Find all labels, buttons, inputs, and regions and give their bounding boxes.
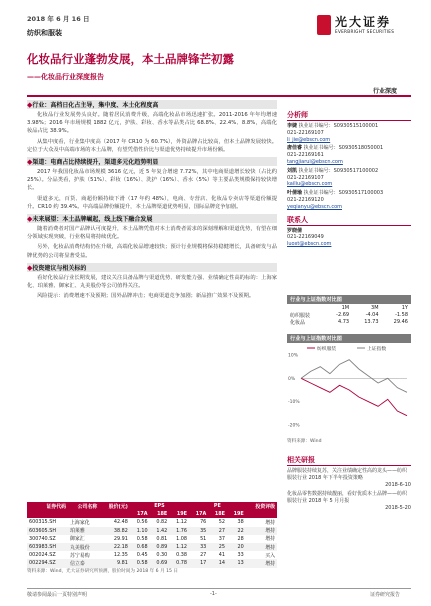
table-cell: 0.81	[156, 535, 168, 542]
th-rating: 投资评级	[246, 502, 277, 510]
analyst-cert: 执业证书编号：S0930517100002	[298, 167, 379, 174]
analyst-section-title: 分析师	[287, 111, 308, 119]
forecast-table-wrap	[27, 502, 277, 575]
related-title: 化妆品零售数据持续靓丽，看好优质本土品牌——纺织服装行业 2018 年 5 月月报	[287, 491, 408, 505]
related-section-title: 相关研报	[287, 456, 315, 464]
mkt-h3: 1Y	[401, 304, 408, 311]
table-cell: 御家汇	[70, 536, 85, 543]
legend-label: 纺织服装	[317, 347, 337, 352]
table-cell: 603605.SH	[29, 527, 57, 534]
bullet-icon: ◆	[27, 101, 33, 109]
legend-label: 上证指数	[367, 347, 387, 352]
table-cell: 买入	[265, 552, 275, 559]
table-cell: 13	[237, 560, 244, 567]
section-industry-para1: 化妆品行业发展势头良好。随着居民消费升级，高端化妆品市场迅速扩张。2011-2016 年年均增速 3.98%；2016 年市场规模 1882 亿元，护肤、彩妆、香水等品类占比 68.8%、22.4%、8.8%，高端化妆品占比 38.9%。	[27, 112, 277, 135]
table-cell: 300740.SZ	[29, 535, 56, 542]
chart-band-title: 行业与上证指数对比图	[287, 334, 411, 343]
table-cell: 1.12	[176, 544, 187, 551]
bullet-icon: ◆	[27, 215, 33, 224]
table-cell: 51	[200, 535, 207, 542]
contact-section-title: 联系人	[287, 215, 308, 224]
th-pe: PE	[189, 502, 246, 510]
table-row	[27, 551, 277, 559]
market-band-title: 行业与上证指数对比图	[287, 295, 411, 304]
table-cell: 35	[200, 527, 207, 534]
series-line-0	[301, 378, 407, 415]
table-cell: 1.12	[176, 519, 187, 526]
market-cell: 化妆品	[290, 319, 306, 326]
y-tick-label: -20%	[288, 423, 300, 429]
analyst-name: 刘凯	[287, 167, 298, 174]
th-price: 股价(元)	[99, 502, 130, 510]
table-row	[27, 559, 277, 567]
mkt-h2: 3M	[371, 304, 379, 311]
table-cell: 38	[237, 519, 244, 526]
market-cell: -2.69	[336, 312, 350, 319]
market-row	[287, 319, 411, 326]
analyst-name: 李婕	[287, 123, 298, 129]
market-table-header	[287, 304, 411, 311]
table-cell: 珀莱雅	[70, 528, 85, 535]
table-cell: 1.08	[176, 535, 187, 542]
contact-email[interactable]: luoxt@ebscn.com	[287, 241, 332, 248]
section-channel-para1: 2017 年我国化妆品市场规模 3616 亿元，近 5 年复合增速 7.72%，其中电商渠道增长较快（占比约 25%）。分品类看，护肤（51%）、彩妆（16%）、洗护（16%）、香水（5%）等主要品类规模保持较快增长。	[27, 169, 277, 192]
section-industry-heading: ◆行业：高档日化占主导，集中度、本土化程度高	[27, 100, 277, 109]
section-invest-para: 看好化妆品行业长期发展，建议关注具备品牌与渠道优势、研发能力强、业绩确定性高的标的：上海家化、珀莱雅、御家汇、丸美股份等公司值得关注。	[27, 274, 277, 290]
table-cell: 0.89	[156, 544, 168, 551]
table-cell: 0.30	[156, 552, 168, 559]
y-tick-label: -10%	[288, 400, 300, 406]
logo-mark-icon	[317, 15, 331, 35]
analyst-email[interactable]: kailiu@ebscn.com	[287, 181, 333, 188]
analyst-email[interactable]: li_jie@ebscn.com	[287, 136, 331, 143]
table-cell: 增持	[265, 536, 275, 543]
mkt-h1: 1M	[341, 304, 350, 311]
table-row	[27, 527, 277, 535]
th-eps-17a: 17A	[130, 510, 150, 518]
th-pe-17a: 17A	[189, 510, 208, 518]
report-title: 化妆品行业蓬勃发展，本土品牌锋芒初露	[27, 52, 234, 66]
table-cell: 增持	[265, 560, 275, 567]
table-cell: 0.45	[136, 552, 148, 559]
market-performance	[287, 295, 411, 326]
y-tick-label: 10%	[288, 353, 299, 359]
footer-disclaimer: 敬请参阅最后一页特别声明	[27, 592, 88, 598]
market-cell: -1.58	[395, 312, 408, 319]
market-cell: 纺织服装	[290, 312, 311, 319]
market-cell: 29.46	[393, 319, 408, 326]
section-channel-heading: ◆渠道：电商占比持续提升，渠道多元化趋势明显	[27, 157, 277, 166]
table-cell: 增持	[265, 544, 275, 551]
table-cell: 0.68	[136, 544, 148, 551]
th-pe-18e: 18E	[208, 510, 227, 518]
table-cell: 丸美股份	[70, 544, 90, 551]
table-cell: 1.42	[156, 527, 168, 534]
mkt-h0	[287, 304, 325, 311]
section-outlook-para1: 随着消费者对国产品牌认可度提升，本土品牌凭借对本土消费者需求的深刻理解和渠道优势，有望在细分领域实现突破，行业格局将持续优化。	[27, 226, 277, 241]
table-row	[27, 535, 277, 543]
contact-name: 罗晓倩	[287, 227, 303, 234]
market-row	[287, 311, 411, 318]
table-cell: 27	[200, 552, 207, 559]
contact-tel: 021-22169049	[287, 234, 324, 241]
analyst-entry	[287, 168, 411, 188]
table-cell: 0.78	[176, 560, 187, 567]
related-list	[287, 468, 411, 512]
table-source-note: 资料来源：Wind，光大证券研究所预测，股价时间为 2018 年 6 月 15 日	[27, 568, 179, 574]
report-date: 2018 年 6 月 16 日	[27, 15, 90, 23]
table-cell: 002294.SZ	[29, 560, 56, 567]
table-cell: 33	[200, 544, 207, 551]
analyst-entry	[287, 123, 411, 143]
index-comparison-chart	[287, 343, 411, 435]
main-column	[27, 100, 277, 300]
table-cell: 上海家化	[70, 519, 90, 526]
forecast-table	[27, 502, 277, 568]
table-row	[27, 518, 277, 526]
analyst-list	[287, 123, 411, 211]
analyst-entry	[287, 145, 411, 165]
bullet-icon: ◆	[27, 158, 33, 167]
right-column	[287, 110, 411, 248]
logo-en-text: EVERBRIGHT SECURITIES	[335, 29, 395, 34]
th-name: 公司名称	[68, 502, 99, 510]
table-cell: 27	[218, 527, 226, 534]
table-cell: 9.81	[116, 560, 128, 567]
related-divider	[287, 465, 411, 466]
table-cell: 52	[218, 519, 226, 526]
table-cell: 20	[237, 544, 244, 551]
report-type-tag: 行业深度	[373, 88, 398, 95]
table-cell: 41	[218, 552, 226, 559]
section-industry-para2: 从集中度看，行业集中度高（2017 年 CR10 为 60.7%），外资品牌占比较高，但本土品牌发展较快。定位于大众及中高端市场的本土品牌，有望凭借性价比与渠道优势持续提升市场份额。	[27, 138, 277, 153]
analyst-email[interactable]: yeqianyu@ebscn.com	[287, 203, 342, 210]
forecast-table-header-row	[27, 502, 277, 510]
table-cell: 22	[237, 527, 244, 534]
brand-logo	[317, 13, 409, 43]
table-cell: 0.58	[136, 560, 148, 567]
section-outlook-heading: ◆未来展望：本土品牌崛起，线上线下融合发展	[27, 214, 277, 223]
header-divider	[27, 95, 411, 97]
section-outlook-para2: 另外，化妆品消费结构仍在升级，高端化妆品增速较快；预计行业规模将保持稳健增长，具备研发与品牌优势的公司将显著受益。	[27, 244, 277, 259]
table-cell: 002024.SZ	[29, 552, 56, 559]
forecast-table-subheader-row	[27, 510, 277, 518]
table-cell: 增持	[265, 528, 275, 535]
related-item[interactable]	[287, 468, 411, 488]
th-eps-19e: 19E	[169, 510, 189, 518]
analyst-name: 唐佳睿	[287, 145, 303, 152]
table-cell: 0.58	[136, 535, 148, 542]
table-cell: 603983.SH	[29, 544, 57, 551]
table-cell: 1.76	[176, 527, 187, 534]
footer-report-type: 证券研究报告	[370, 592, 401, 598]
related-item[interactable]	[287, 491, 411, 511]
th-eps-18e: 18E	[150, 510, 170, 518]
footer-divider	[27, 588, 411, 589]
th-pe-19e: 19E	[227, 510, 246, 518]
related-date: 2018-5-20	[385, 504, 411, 511]
market-table	[287, 304, 411, 326]
analyst-divider	[287, 120, 411, 121]
table-cell: 33	[237, 552, 244, 559]
table-cell: 600315.SH	[29, 519, 57, 526]
table-row	[27, 543, 277, 551]
market-cell: -4.04	[365, 312, 379, 319]
analyst-cert: 执业证书编号：S0930517100003	[303, 190, 384, 197]
analyst-tel: 021-22169120	[287, 196, 324, 203]
table-cell: 0.56	[136, 519, 148, 526]
table-cell: 42.48	[113, 519, 128, 526]
table-cell: 14	[218, 560, 226, 567]
risk-warning: 风险提示：消费增速不及预期；国外品牌冲击；电商渠道竞争加剧；新品推广效果不及预期。	[37, 293, 255, 300]
table-cell: 苏宁易购	[70, 552, 90, 559]
analyst-tel: 021-22169107	[287, 174, 324, 181]
table-cell: 1.10	[136, 527, 148, 534]
contact-divider	[287, 225, 411, 226]
report-subtitle: ——化妆品行业深度报告	[27, 73, 104, 81]
analyst-tel: 021-22169161	[287, 152, 324, 159]
table-cell: 28	[237, 535, 244, 542]
related-research	[287, 455, 411, 515]
footer-page-number: -1-	[210, 591, 217, 597]
table-cell: 0.82	[156, 519, 168, 526]
section-invest-heading: ◆投资建议与相关标的	[27, 263, 277, 272]
table-cell: 22.18	[113, 544, 128, 551]
contact-block	[287, 228, 411, 248]
logo-cn-text: 光大证券	[335, 15, 392, 29]
analyst-email[interactable]: tangjiarui@ebscn.com	[287, 158, 343, 165]
table-cell: 76	[200, 519, 207, 526]
related-date: 2018-6-10	[385, 481, 411, 488]
th-code: 证券代码	[27, 502, 68, 510]
market-cell: 13.73	[364, 319, 379, 326]
table-cell: 增持	[265, 519, 275, 526]
analyst-tel: 021-22169107	[287, 129, 324, 136]
table-cell: 25	[218, 544, 226, 551]
y-tick-label: 0%	[288, 376, 296, 382]
table-cell: 0.38	[176, 552, 187, 559]
table-cell: 17	[200, 560, 207, 567]
table-cell: 38.82	[113, 527, 128, 534]
table-cell: 信立泰	[70, 560, 85, 567]
analyst-cert: 执业证书编号：S0930515100001	[298, 123, 379, 129]
chart-source: 资料来源：Wind	[287, 439, 322, 444]
series-line-1	[301, 360, 407, 393]
table-cell: 12.35	[113, 552, 128, 559]
analyst-entry	[287, 190, 411, 210]
table-cell: 0.69	[156, 560, 168, 567]
market-cell: 4.73	[337, 319, 350, 326]
table-cell: 37	[218, 535, 226, 542]
related-title: 品牌服装持续复苏，关注业绩确定性高的龙头——纺织服装行业 2018 年下半年投资策略	[287, 468, 408, 481]
report-category: 纺织和服装	[27, 29, 62, 37]
section-channel-para2: 渠道多元，百货、商超份额持续下滑（17 年约 48%），电商、专营店、化妆品专卖店等渠道份额提升。CR10 约 39.4%。中高端品牌份额提升，本土品牌渠道优势明显，国际品牌竞争加剧。	[27, 195, 277, 210]
analyst-name: 叶倩瑜	[287, 190, 303, 197]
th-eps: EPS	[130, 502, 189, 510]
table-cell: 29.91	[113, 535, 128, 542]
index-chart-block	[287, 334, 411, 445]
bullet-icon: ◆	[27, 263, 33, 272]
analyst-cert: 执业证书编号：S0930518050001	[303, 145, 384, 152]
